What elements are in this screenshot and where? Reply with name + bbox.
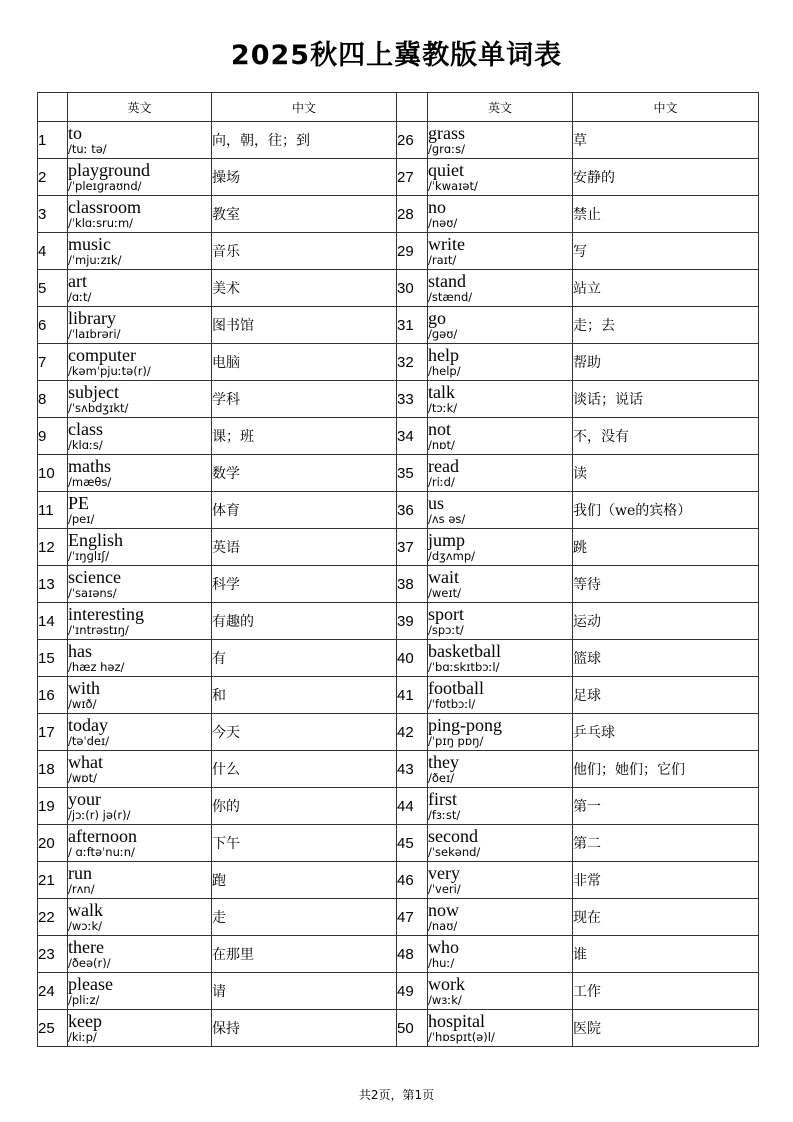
chinese-meaning: 等待: [573, 566, 759, 603]
english-cell: [68, 196, 212, 233]
english-cell: [428, 196, 573, 233]
chinese-meaning: 在那里: [212, 936, 397, 973]
table-body: [38, 122, 759, 1047]
english-cell: [68, 603, 212, 640]
english-cell: [68, 381, 212, 418]
english-word: PE: [68, 493, 90, 513]
table-row: [38, 418, 759, 455]
chinese-meaning: 英语: [212, 529, 397, 566]
phonetic: /ɑːt/: [68, 290, 92, 304]
chinese-meaning: 读: [573, 455, 759, 492]
chinese-meaning: 谁: [573, 936, 759, 973]
english-word: work: [428, 974, 465, 994]
table-row: [38, 973, 759, 1010]
table-row: [38, 936, 759, 973]
english-word: ping-pong: [428, 715, 502, 735]
english-cell: [428, 825, 573, 862]
english-cell: [428, 677, 573, 714]
entry-number: 29: [397, 233, 428, 270]
table-row: [38, 529, 759, 566]
entry-number: 12: [38, 529, 68, 566]
chinese-meaning: 教室: [212, 196, 397, 233]
chinese-meaning: 今天: [212, 714, 397, 751]
english-cell: [68, 492, 212, 529]
english-word: art: [68, 271, 87, 291]
chinese-meaning: 运动: [573, 603, 759, 640]
english-word: no: [428, 197, 446, 217]
entry-number: 11: [38, 492, 68, 529]
phonetic: /ɡrɑːs/: [428, 142, 465, 156]
chinese-meaning: 足球: [573, 677, 759, 714]
chinese-meaning: 科学: [212, 566, 397, 603]
chinese-meaning: 和: [212, 677, 397, 714]
phonetic: /ˈlaɪbrəri/: [68, 327, 121, 341]
english-word: your: [68, 789, 101, 809]
english-word: keep: [68, 1011, 102, 1031]
phonetic: /ɡəʊ/: [428, 327, 458, 341]
entry-number: 36: [397, 492, 428, 529]
english-cell: [428, 788, 573, 825]
phonetic: /nɒt/: [428, 438, 455, 452]
phonetic: /wɔːk/: [68, 919, 103, 933]
english-word: interesting: [68, 604, 144, 624]
header-number-cell: [38, 93, 68, 122]
entry-number: 22: [38, 899, 68, 936]
phonetic: /ˈklɑːsruːm/: [68, 216, 134, 230]
entry-number: 21: [38, 862, 68, 899]
table-row: [38, 603, 759, 640]
entry-number: 5: [38, 270, 68, 307]
chinese-meaning: 走: [212, 899, 397, 936]
table-row: [38, 862, 759, 899]
chinese-meaning: 跑: [212, 862, 397, 899]
table-row: [38, 788, 759, 825]
english-cell: [68, 677, 212, 714]
phonetic: /stænd/: [428, 290, 473, 304]
entry-number: 27: [397, 159, 428, 196]
entry-number: 35: [397, 455, 428, 492]
entry-number: 20: [38, 825, 68, 862]
english-cell: [428, 344, 573, 381]
phonetic: / ɑːftəˈnuːn/: [68, 845, 135, 859]
phonetic: /wɪð/: [68, 697, 97, 711]
english-word: write: [428, 234, 465, 254]
phonetic: /peɪ/: [68, 512, 95, 526]
phonetic: /riːd/: [428, 475, 455, 489]
english-word: maths: [68, 456, 111, 476]
phonetic: /raɪt/: [428, 253, 457, 267]
table-row: [38, 566, 759, 603]
chinese-meaning: 草: [573, 122, 759, 159]
entry-number: 38: [397, 566, 428, 603]
table-row: [38, 825, 759, 862]
entry-number: 24: [38, 973, 68, 1010]
entry-number: 40: [397, 640, 428, 677]
english-word: playground: [68, 160, 150, 180]
english-cell: [68, 122, 212, 159]
phonetic: /naʊ/: [428, 919, 458, 933]
chinese-meaning: 帮助: [573, 344, 759, 381]
entry-number: 7: [38, 344, 68, 381]
english-word: wait: [428, 567, 459, 587]
english-cell: [428, 862, 573, 899]
entry-number: 6: [38, 307, 68, 344]
header-english: 英文: [68, 93, 212, 122]
english-cell: [428, 936, 573, 973]
chinese-meaning: 音乐: [212, 233, 397, 270]
chinese-meaning: 医院: [573, 1010, 759, 1047]
header-number-cell: [397, 93, 428, 122]
phonetic: /ðeɪ/: [428, 771, 455, 785]
phonetic: /fɜːst/: [428, 808, 461, 822]
english-cell: [68, 640, 212, 677]
phonetic: /ˈsaɪəns/: [68, 586, 117, 600]
entry-number: 10: [38, 455, 68, 492]
phonetic: /tuː tə/: [68, 142, 107, 156]
english-cell: [428, 714, 573, 751]
entry-number: 8: [38, 381, 68, 418]
phonetic: /tɔːk/: [428, 401, 458, 415]
phonetic: /kiːp/: [68, 1030, 97, 1044]
phonetic: /rʌn/: [68, 882, 95, 896]
phonetic: /ˈɪntrəstɪŋ/: [68, 623, 129, 637]
english-cell: [428, 492, 573, 529]
table-row: [38, 492, 759, 529]
english-cell: [428, 899, 573, 936]
entry-number: 44: [397, 788, 428, 825]
english-cell: [68, 899, 212, 936]
english-word: who: [428, 937, 459, 957]
phonetic: /wɜːk/: [428, 993, 462, 1007]
english-word: what: [68, 752, 103, 772]
english-cell: [428, 159, 573, 196]
entry-number: 37: [397, 529, 428, 566]
header-chinese: 中文: [573, 93, 759, 122]
table-row: [38, 233, 759, 270]
chinese-meaning: 不，没有: [573, 418, 759, 455]
english-word: stand: [428, 271, 466, 291]
english-word: quiet: [428, 160, 464, 180]
english-cell: [68, 344, 212, 381]
english-cell: [68, 862, 212, 899]
english-cell: [68, 159, 212, 196]
chinese-meaning: 篮球: [573, 640, 759, 677]
entry-number: 47: [397, 899, 428, 936]
entry-number: 42: [397, 714, 428, 751]
table-row: [38, 455, 759, 492]
english-cell: [428, 122, 573, 159]
english-word: afternoon: [68, 826, 137, 846]
english-word: library: [68, 308, 116, 328]
phonetic: /nəʊ/: [428, 216, 458, 230]
entry-number: 31: [397, 307, 428, 344]
header-chinese: 中文: [212, 93, 397, 122]
chinese-meaning: 操场: [212, 159, 397, 196]
english-cell: [428, 307, 573, 344]
chinese-meaning: 他们；她们；它们: [573, 751, 759, 788]
english-word: they: [428, 752, 459, 772]
table-row: [38, 751, 759, 788]
phonetic: /ˈbɑːskɪtbɔːl/: [428, 660, 500, 674]
phonetic: /spɔːt/: [428, 623, 464, 637]
phonetic: /ðeə(r)/: [68, 956, 111, 970]
chinese-meaning: 课；班: [212, 418, 397, 455]
chinese-meaning: 美术: [212, 270, 397, 307]
entry-number: 49: [397, 973, 428, 1010]
entry-number: 32: [397, 344, 428, 381]
english-cell: [428, 751, 573, 788]
entry-number: 50: [397, 1010, 428, 1047]
english-word: basketball: [428, 641, 501, 661]
entry-number: 19: [38, 788, 68, 825]
chinese-meaning: 我们（we的宾格）: [573, 492, 759, 529]
entry-number: 39: [397, 603, 428, 640]
phonetic: /mæθs/: [68, 475, 112, 489]
chinese-meaning: 体育: [212, 492, 397, 529]
entry-number: 30: [397, 270, 428, 307]
english-cell: [428, 973, 573, 1010]
chinese-meaning: 有趣的: [212, 603, 397, 640]
phonetic: /kəmˈpjuːtə(r)/: [68, 364, 151, 378]
chinese-meaning: 第一: [573, 788, 759, 825]
chinese-meaning: 有: [212, 640, 397, 677]
table-row: [38, 677, 759, 714]
entry-number: 46: [397, 862, 428, 899]
chinese-meaning: 工作: [573, 973, 759, 1010]
chinese-meaning: 什么: [212, 751, 397, 788]
phonetic: /weɪt/: [428, 586, 462, 600]
english-word: jump: [428, 530, 466, 550]
chinese-meaning: 第二: [573, 825, 759, 862]
english-cell: [68, 751, 212, 788]
english-word: grass: [428, 123, 465, 143]
english-cell: [68, 936, 212, 973]
english-cell: [68, 825, 212, 862]
chinese-meaning: 安静的: [573, 159, 759, 196]
phonetic: /ˈsʌbdʒɪkt/: [68, 401, 129, 415]
entry-number: 25: [38, 1010, 68, 1047]
english-cell: [428, 1010, 573, 1047]
english-cell: [68, 973, 212, 1010]
entry-number: 15: [38, 640, 68, 677]
entry-number: 34: [397, 418, 428, 455]
english-cell: [68, 233, 212, 270]
phonetic: /ˈsekənd/: [428, 845, 481, 859]
english-word: today: [68, 715, 108, 735]
english-word: English: [68, 530, 124, 550]
english-cell: [428, 603, 573, 640]
english-cell: [428, 418, 573, 455]
table-row: [38, 899, 759, 936]
english-word: hospital: [428, 1011, 485, 1031]
english-cell: [68, 270, 212, 307]
chinese-meaning: 站立: [573, 270, 759, 307]
table-header-row: [38, 93, 759, 122]
english-word: classroom: [68, 197, 141, 217]
entry-number: 17: [38, 714, 68, 751]
phonetic: /hæz həz/: [68, 660, 125, 674]
english-cell: [68, 714, 212, 751]
phonetic: /təˈdeɪ/: [68, 734, 110, 748]
phonetic: /dʒʌmp/: [428, 549, 475, 563]
english-cell: [68, 566, 212, 603]
chinese-meaning: 学科: [212, 381, 397, 418]
entry-number: 1: [38, 122, 68, 159]
table-row: [38, 381, 759, 418]
phonetic: /ˈɪŋɡlɪʃ/: [68, 549, 110, 563]
chinese-meaning: 保持: [212, 1010, 397, 1047]
english-word: to: [68, 123, 83, 143]
phonetic: /ʌs əs/: [428, 512, 466, 526]
phonetic: /ˈkwaɪət/: [428, 179, 478, 193]
english-cell: [428, 233, 573, 270]
chinese-meaning: 非常: [573, 862, 759, 899]
entry-number: 3: [38, 196, 68, 233]
phonetic: /wɒt/: [68, 771, 97, 785]
table-row: [38, 122, 759, 159]
english-cell: [428, 529, 573, 566]
english-cell: [68, 418, 212, 455]
chinese-meaning: 写: [573, 233, 759, 270]
english-word: football: [428, 678, 484, 698]
english-word: help: [428, 345, 459, 365]
english-cell: [428, 381, 573, 418]
table-row: [38, 159, 759, 196]
english-word: go: [428, 308, 446, 328]
english-word: there: [68, 937, 104, 957]
english-word: very: [428, 863, 460, 883]
table-row: [38, 344, 759, 381]
english-word: talk: [428, 382, 455, 402]
header-english: 英文: [428, 93, 573, 122]
english-word: class: [68, 419, 103, 439]
english-word: computer: [68, 345, 136, 365]
english-word: subject: [68, 382, 119, 402]
entry-number: 45: [397, 825, 428, 862]
entry-number: 26: [397, 122, 428, 159]
chinese-meaning: 现在: [573, 899, 759, 936]
english-word: has: [68, 641, 92, 661]
phonetic: /ˈpleɪɡraʊnd/: [68, 179, 142, 193]
chinese-meaning: 跳: [573, 529, 759, 566]
table-row: [38, 1010, 759, 1047]
english-cell: [68, 307, 212, 344]
entry-number: 9: [38, 418, 68, 455]
page-footer: 共2页，第1页: [358, 1088, 435, 1102]
english-cell: [68, 1010, 212, 1047]
entry-number: 2: [38, 159, 68, 196]
phonetic: /help/: [428, 364, 461, 378]
chinese-meaning: 禁止: [573, 196, 759, 233]
entry-number: 41: [397, 677, 428, 714]
english-cell: [428, 566, 573, 603]
table-row: [38, 270, 759, 307]
entry-number: 33: [397, 381, 428, 418]
english-cell: [68, 788, 212, 825]
entry-number: 43: [397, 751, 428, 788]
chinese-meaning: 谈话；说话: [573, 381, 759, 418]
phonetic: /pliːz/: [68, 993, 100, 1007]
english-word: now: [428, 900, 459, 920]
english-word: music: [68, 234, 111, 254]
vocabulary-table: [37, 92, 759, 1047]
entry-number: 4: [38, 233, 68, 270]
english-word: please: [68, 974, 113, 994]
entry-number: 18: [38, 751, 68, 788]
phonetic: /huː/: [428, 956, 455, 970]
phonetic: /ˈpɪŋ pɒŋ/: [428, 734, 484, 748]
table-row: [38, 640, 759, 677]
english-cell: [428, 640, 573, 677]
entry-number: 23: [38, 936, 68, 973]
english-word: with: [68, 678, 101, 698]
chinese-meaning: 电脑: [212, 344, 397, 381]
chinese-meaning: 乒乓球: [573, 714, 759, 751]
phonetic: /ˈveri/: [428, 882, 461, 896]
phonetic: /jɔː(r) jə(r)/: [68, 808, 131, 822]
phonetic: /klɑːs/: [68, 438, 103, 452]
english-cell: [428, 270, 573, 307]
page-title: 2025秋四上冀教版单词表: [230, 40, 563, 71]
entry-number: 48: [397, 936, 428, 973]
phonetic: /ˈfʊtbɔːl/: [428, 697, 476, 711]
phonetic: /ˈmjuːzɪk/: [68, 253, 122, 267]
entry-number: 13: [38, 566, 68, 603]
english-word: sport: [428, 604, 464, 624]
table-row: [38, 307, 759, 344]
english-word: walk: [68, 900, 103, 920]
chinese-meaning: 图书馆: [212, 307, 397, 344]
table-row: [38, 714, 759, 751]
chinese-meaning: 向，朝，往；到: [212, 122, 397, 159]
entry-number: 28: [397, 196, 428, 233]
chinese-meaning: 走；去: [573, 307, 759, 344]
entry-number: 16: [38, 677, 68, 714]
english-word: read: [428, 456, 459, 476]
english-word: science: [68, 567, 121, 587]
english-word: us: [428, 493, 445, 513]
english-cell: [68, 529, 212, 566]
english-word: run: [68, 863, 92, 883]
english-cell: [428, 455, 573, 492]
chinese-meaning: 你的: [212, 788, 397, 825]
chinese-meaning: 数学: [212, 455, 397, 492]
phonetic: /ˈhɒspɪt(ə)l/: [428, 1030, 495, 1044]
chinese-meaning: 请: [212, 973, 397, 1010]
english-word: second: [428, 826, 478, 846]
english-word: not: [428, 419, 452, 439]
english-word: first: [428, 789, 457, 809]
english-cell: [68, 455, 212, 492]
table-row: [38, 196, 759, 233]
chinese-meaning: 下午: [212, 825, 397, 862]
entry-number: 14: [38, 603, 68, 640]
